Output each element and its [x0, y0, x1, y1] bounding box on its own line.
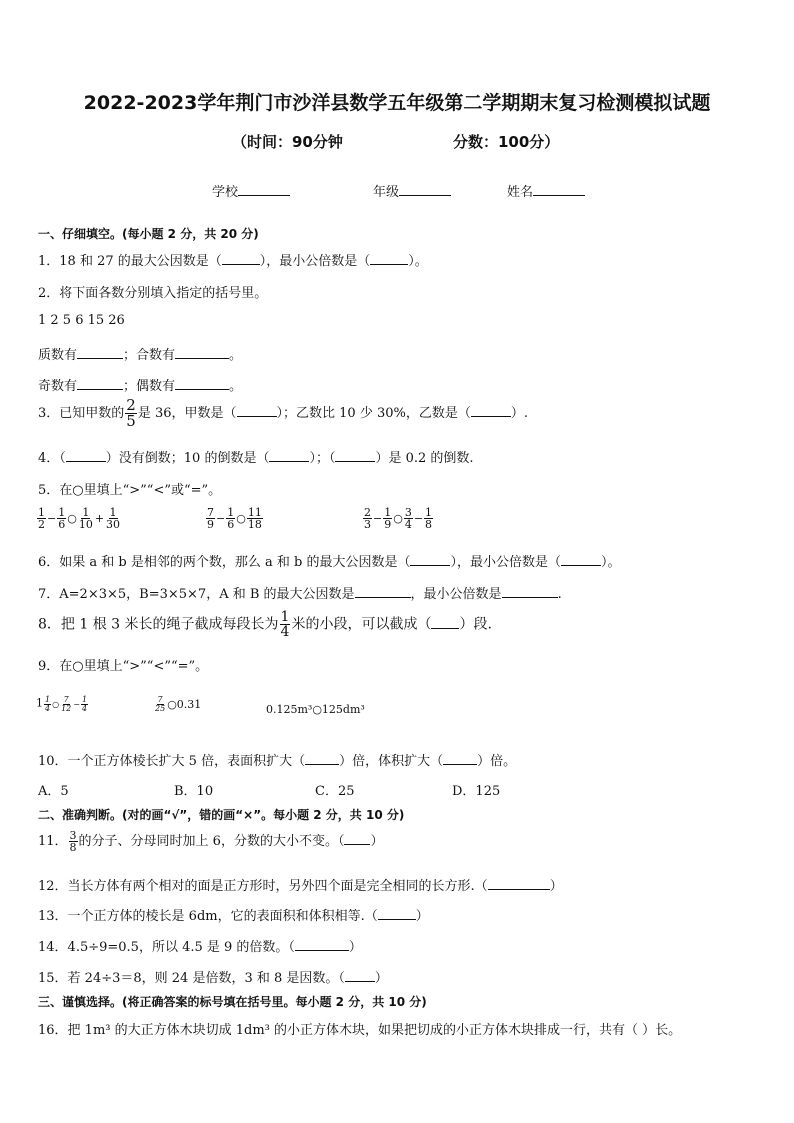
q4-text-b: ）没有倒数；10 的倒数是（: [105, 451, 270, 466]
q10-option-a[interactable]: A．5: [38, 784, 69, 799]
grade-label: 年级: [373, 185, 400, 200]
frac-den: 12: [61, 704, 72, 713]
q4-text-c: ）；（: [309, 451, 336, 466]
q1-text-b: ），最小公倍数是（: [259, 254, 371, 269]
frac-den: 6: [227, 518, 235, 531]
q10-text-c: ）倍。: [477, 754, 517, 769]
q9-whole: 1: [36, 696, 43, 710]
q1-text-a: 1．18 和 27 的最大公因数是（: [38, 254, 222, 269]
school-label: 学校: [212, 185, 239, 200]
q11-text-b: 的分子、分母同时加上 6，分数的大小不变。（: [78, 834, 345, 849]
grade-field[interactable]: [373, 181, 451, 200]
q4-blank-1[interactable]: [66, 449, 106, 462]
q8-fraction: [280, 610, 291, 639]
question-2: 2．将下面各数分别填入指定的括号里。: [38, 286, 268, 301]
school-field[interactable]: [212, 181, 290, 200]
q3-text-c: ）；乙数比 10 少 30%，乙数是（: [276, 406, 471, 421]
q10-option-c[interactable]: C．25: [315, 784, 355, 799]
q8-text-c: ）段.: [459, 616, 492, 633]
frac-num: 7: [63, 695, 69, 704]
frac-den: 10: [78, 518, 93, 531]
section-2-heading: 二、准确判断。(对的画“√”，错的画“×”。每小题 2 分，共 10 分): [38, 808, 405, 822]
q14-end: ）: [348, 940, 362, 955]
frac-den: 18: [247, 518, 262, 531]
frac-den: 3: [364, 518, 371, 531]
q3-blank-1[interactable]: [237, 404, 277, 417]
q10-option-b[interactable]: B．10: [174, 784, 214, 799]
frac-num: 1: [227, 506, 235, 519]
question-11: [38, 830, 383, 853]
q9-compare-rhs: ○0.31: [167, 698, 202, 711]
q11-frac-num: 3: [69, 829, 77, 842]
q2-composite-blank[interactable]: [175, 346, 229, 359]
question-10: [38, 750, 516, 769]
fraction: [44, 696, 51, 713]
q8-frac-num: 1: [280, 609, 290, 625]
name-blank[interactable]: [533, 183, 585, 196]
q8-text-a: 8．把 1 根 3 米长的绳子截成每段长为: [38, 616, 279, 633]
fraction: [60, 696, 72, 713]
q1-blank-2[interactable]: [370, 252, 408, 265]
frac-den: 9: [207, 518, 214, 531]
q12-text: 12．当长方体有两个相对的面是正方形时，另外四个面是完全相同的长方形.（: [38, 879, 488, 894]
q7-text-a: 7．A=2×3×5，B=3×5×7，A 和 B 的最大公因数是: [38, 587, 355, 602]
fraction: [81, 696, 88, 713]
frac-num: 1: [425, 506, 433, 519]
minus-sign: −: [216, 512, 226, 525]
question-5: 5．在○里填上“>”“<”或“=”。: [38, 483, 222, 498]
plus-sign: +: [94, 512, 105, 525]
fraction: [247, 507, 263, 530]
frac-den: 25: [155, 704, 166, 713]
frac-num: 1: [81, 695, 88, 704]
q6-blank-2[interactable]: [561, 553, 601, 566]
compare-circle[interactable]: ○: [52, 700, 60, 709]
q11-frac-den: 8: [69, 841, 77, 854]
compare-circle[interactable]: ○: [67, 512, 77, 525]
question-3: [38, 398, 528, 429]
q2-line2-end: 。: [229, 379, 243, 394]
question-6: [38, 551, 621, 570]
q8-text-b: 米的小段，可以截成（: [291, 616, 432, 633]
q1-blank-1[interactable]: [222, 252, 260, 265]
fraction: [206, 507, 215, 530]
q5-expression-1: [36, 507, 122, 530]
q5-expression-3: [362, 507, 434, 530]
q2-even-label: ；偶数有: [123, 379, 176, 394]
q7-blank-2[interactable]: [502, 585, 558, 598]
exam-time: （时间：90分钟: [232, 133, 343, 151]
q3-frac-num: 2: [126, 396, 136, 414]
minus-sign: −: [47, 512, 57, 525]
fraction: [363, 507, 372, 530]
question-1: [38, 250, 428, 269]
q11-text-a: 11．: [38, 834, 68, 849]
q10-blank-2[interactable]: [443, 752, 477, 765]
q10-blank-1[interactable]: [305, 752, 339, 765]
q9-expression-1: [36, 696, 89, 713]
fraction: [105, 507, 121, 530]
q2-numbers: 1 2 5 6 15 26: [38, 313, 125, 328]
q13-blank[interactable]: [378, 907, 416, 920]
q2-composite-label: ；合数有: [123, 348, 176, 363]
q15-blank[interactable]: [345, 969, 375, 982]
q8-frac-den: 4: [280, 624, 290, 640]
minus-sign: −: [373, 512, 383, 525]
q14-text: 14．4.5÷9=0.5，所以 4.5 是 9 的倍数。（: [38, 940, 295, 955]
q3-blank-2[interactable]: [471, 404, 511, 417]
q13-text: 13．一个正方体的棱长是 6dm，它的表面积和体积相等.（: [38, 909, 378, 924]
q8-blank[interactable]: [431, 616, 459, 629]
q15-end: ）: [374, 971, 388, 986]
frac-den: 6: [58, 518, 66, 531]
name-label: 姓名: [507, 185, 534, 200]
exam-score: 分数：100分）: [453, 133, 560, 151]
question-4: [38, 447, 474, 466]
frac-num: 11: [247, 506, 262, 519]
frac-num: 1: [82, 506, 90, 519]
compare-circle[interactable]: ○: [236, 512, 246, 525]
frac-num: 1: [38, 506, 45, 519]
question-15: [38, 967, 388, 986]
frac-num: 1: [45, 695, 51, 704]
q15-text: 15．若 24÷3＝8，则 24 是倍数，3 和 8 是因数。（: [38, 971, 345, 986]
frac-num: 7: [207, 506, 214, 519]
compare-circle[interactable]: ○: [393, 512, 403, 525]
q7-text-b: ，最小公倍数是: [410, 587, 502, 602]
question-9: 9．在○里填上“>”“<”“=”。: [38, 659, 209, 674]
q14-blank[interactable]: [295, 938, 349, 951]
frac-den: 4: [45, 704, 51, 713]
question-12: [38, 875, 563, 894]
q6-blank-1[interactable]: [410, 553, 450, 566]
minus-sign: −: [73, 700, 80, 709]
frac-den: 2: [38, 518, 45, 531]
q11-text-c: ）: [370, 834, 384, 849]
q3-text-d: ）.: [510, 406, 528, 421]
q12-blank[interactable]: [488, 877, 550, 890]
fraction: [57, 507, 66, 530]
q3-text-a: 3．已知甲数的: [38, 406, 125, 421]
question-16: 16．把 1m³ 的大正方体木块切成 1dm³ 的小正方体木块，如果把切成的小正方体木块排成一行，共有（ ）长。: [38, 1023, 682, 1038]
minus-sign: −: [413, 512, 424, 525]
frac-num: 1: [384, 506, 392, 519]
q6-text-c: ）。: [601, 555, 621, 570]
q3-text-b: 是 36，甲数是（: [137, 406, 237, 421]
q10-text-a: 10．一个正方体棱长扩大 5 倍，表面积扩大（: [38, 754, 306, 769]
q4-blank-3[interactable]: [335, 449, 375, 462]
fraction: [404, 507, 413, 530]
question-7: [38, 583, 562, 602]
frac-den: 9: [384, 518, 392, 531]
section-3-heading: 三、谨慎选择。(将正确答案的标号填在括号里。每小题 2 分，共 10 分): [38, 995, 427, 1009]
q10-option-d[interactable]: D．125: [452, 784, 501, 799]
q3-frac-den: 5: [126, 412, 136, 430]
q11-fraction: [69, 830, 78, 853]
question-14: [38, 936, 362, 955]
q5-expression-2: [205, 507, 264, 530]
q2-odd-blank[interactable]: [77, 377, 123, 390]
fraction: [154, 696, 166, 713]
q4-text-d: ）是 0.2 的倒数.: [375, 451, 474, 466]
q4-text-a: 4．（: [38, 451, 66, 466]
q6-text-b: ），最小公倍数是（: [450, 555, 561, 570]
frac-num: 3: [404, 506, 412, 519]
q2-line1-end: 。: [229, 348, 243, 363]
q9-expression-3: 0.125m³○125dm³: [266, 703, 365, 716]
q11-blank[interactable]: [344, 832, 370, 845]
name-field[interactable]: [507, 181, 585, 200]
q9-expression-2: [153, 696, 201, 713]
frac-den: 30: [106, 518, 121, 531]
page-title: 2022-2023学年荆门市沙洋县数学五年级第二学期期末复习检测模拟试题: [83, 92, 711, 114]
q2-prime-label: 质数有: [38, 348, 78, 363]
q2-prime-blank[interactable]: [77, 346, 123, 359]
frac-den: 8: [425, 518, 433, 531]
q2-even-blank[interactable]: [175, 377, 229, 390]
question-13: [38, 905, 429, 924]
fraction: [226, 507, 235, 530]
q4-blank-2[interactable]: [269, 449, 309, 462]
fraction: [37, 507, 46, 530]
fraction: [78, 507, 94, 530]
q10-text-b: ）倍，体积扩大（: [339, 754, 444, 769]
q2-line-1: [38, 344, 242, 363]
q6-text-a: 6．如果 a 和 b 是相邻的两个数，那么 a 和 b 的最大公因数是（: [38, 555, 411, 570]
fraction: [383, 507, 392, 530]
frac-num: 1: [58, 506, 66, 519]
school-blank[interactable]: [238, 183, 290, 196]
frac-den: 4: [404, 518, 412, 531]
q12-end: ）: [549, 879, 563, 894]
section-1-heading: 一、仔细填空。(每小题 2 分，共 20 分): [38, 227, 259, 241]
q1-text-c: ）。: [408, 254, 428, 269]
q7-blank-1[interactable]: [355, 585, 411, 598]
frac-num: 7: [157, 695, 163, 704]
q13-end: ）: [415, 909, 429, 924]
frac-den: 4: [81, 704, 88, 713]
frac-num: 1: [109, 506, 117, 519]
q7-text-c: .: [557, 587, 562, 602]
question-8: [38, 610, 492, 639]
grade-blank[interactable]: [399, 183, 451, 196]
q2-line-2: [38, 375, 242, 394]
frac-num: 2: [364, 506, 371, 519]
fraction: [424, 507, 433, 530]
q3-fraction: [125, 398, 137, 429]
q2-odd-label: 奇数有: [38, 379, 78, 394]
